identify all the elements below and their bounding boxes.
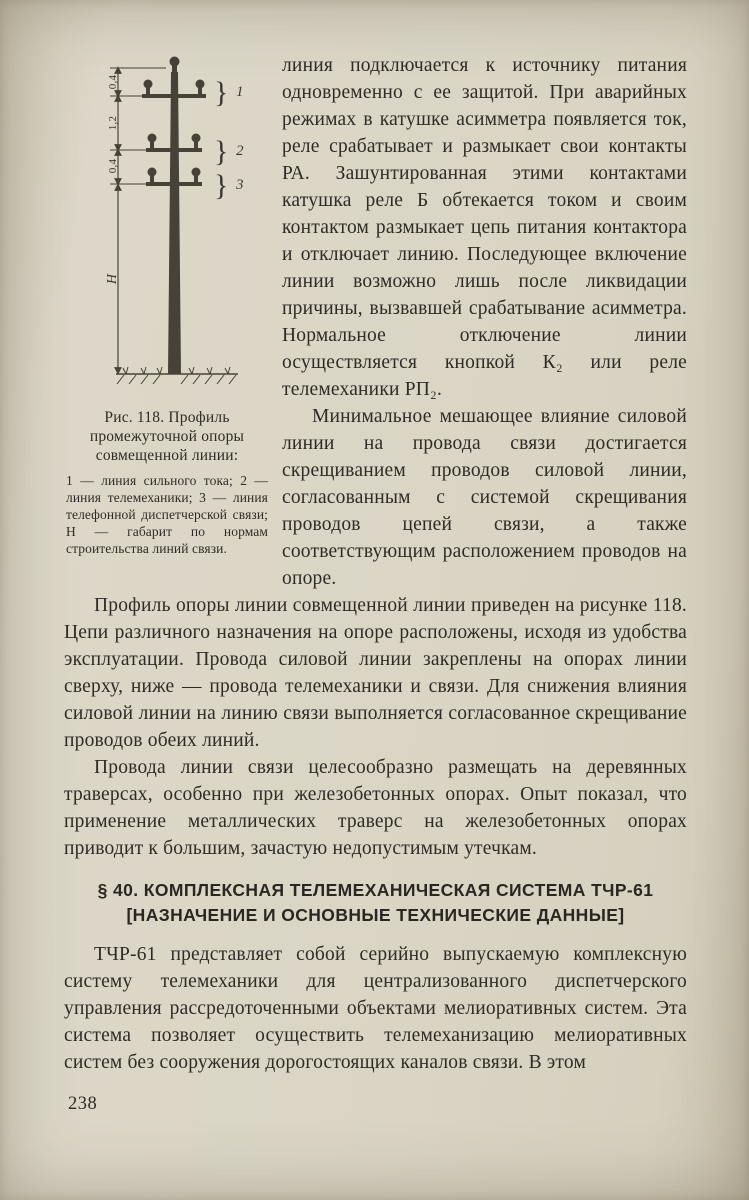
pole-diagram [68, 54, 268, 398]
paragraph-3: Профиль опоры линии совмещенной линии приведен на рисунке 118. Цепи различного назначения на опоре расположены, исходя из удобства эксплуатации. Провода силовой линии закреплены на опорах линии сверху, ниже — провода телемеханики и связи. Для снижения влияния силовой линии на линию связи выполняется согласованное скрещивание проводов обеих линий. [64, 595, 687, 751]
wire-group-1-label: 1 [236, 84, 244, 100]
paragraph-2: Минимальное мешающее влияние силовой линии на провода связи достигается скрещиванием проводов силовой линии, согласованным с системой скрещивания проводов цепей связи, а также соответствующим расположением проводов на опоре. [282, 406, 687, 589]
brace-3-icon: } [214, 169, 229, 202]
page-body [64, 52, 687, 1076]
brace-1-icon: } [214, 76, 229, 109]
dim-label-mid: 1,2 [107, 115, 119, 131]
figure-118 [64, 54, 270, 557]
pole [168, 72, 181, 374]
wire-group-2-label: 2 [236, 143, 244, 159]
dim-label-lower: 0,4 [107, 158, 119, 174]
figure-caption: Рис. 118. Профиль промежуточной опоры совмещенной линии: [89, 409, 245, 464]
paragraph-5: ТЧР-61 представляет собой серийно выпускаемую комплексную систему телемеханики для централизованного диспетчерского управления рассредоточенными объектами мелиоративных систем. Эта система позволяет осуществить телемеханизацию мелиоративных систем без сооружения дорогостоящих каналов связи. В этом [64, 944, 687, 1073]
wire-group-3-label: 3 [236, 177, 244, 193]
paragraph-1: линия подключается к источнику питания одновременно с ее защитой. При аварийных режимах в катушке асимметра появляется ток, реле срабатывает и размыкает свои контакты РА. Зашунтированная этими контактами катушка реле Б обтекается током и своим контактом размыкает цепь питания контактора и отключает линию. Последующее включение линии возможно лишь после ликвидации причины, вызвавшей срабатывание асимметра. Нормальное отключение линии осуществляется кнопкой К₂ или реле телемеханики РП₂. [282, 55, 687, 400]
figure-legend: 1 — линия сильного тока; 2 — линия телемеханики; 3 — линия телефонной диспетчерской связи; Н — габарит по нормам строительства линий связи. [66, 473, 268, 556]
paragraph-4: Провода линии связи целесообразно размещать на деревянных траверсах, особенно при железобетонных опорах. Опыт показал, что применение металлических траверс на железобетонных опорах приводит к большим, зачастую недопустимым утечкам. [64, 757, 687, 859]
dim-label-top: 0,4 [107, 74, 119, 90]
section-heading [64, 878, 687, 928]
section-heading-line2: [НАЗНАЧЕНИЕ И ОСНОВНЫЕ ТЕХНИЧЕСКИЕ ДАННЫЕ] [126, 905, 625, 925]
section-heading-line1: § 40. КОМПЛЕКСНАЯ ТЕЛЕМЕХАНИЧЕСКАЯ СИСТЕМА ТЧР-61 [97, 880, 654, 900]
brace-2-icon: } [214, 135, 229, 168]
top-insulator-icon [170, 57, 180, 74]
page-number: 238 [68, 1094, 98, 1114]
dim-label-height: Н [105, 273, 120, 285]
